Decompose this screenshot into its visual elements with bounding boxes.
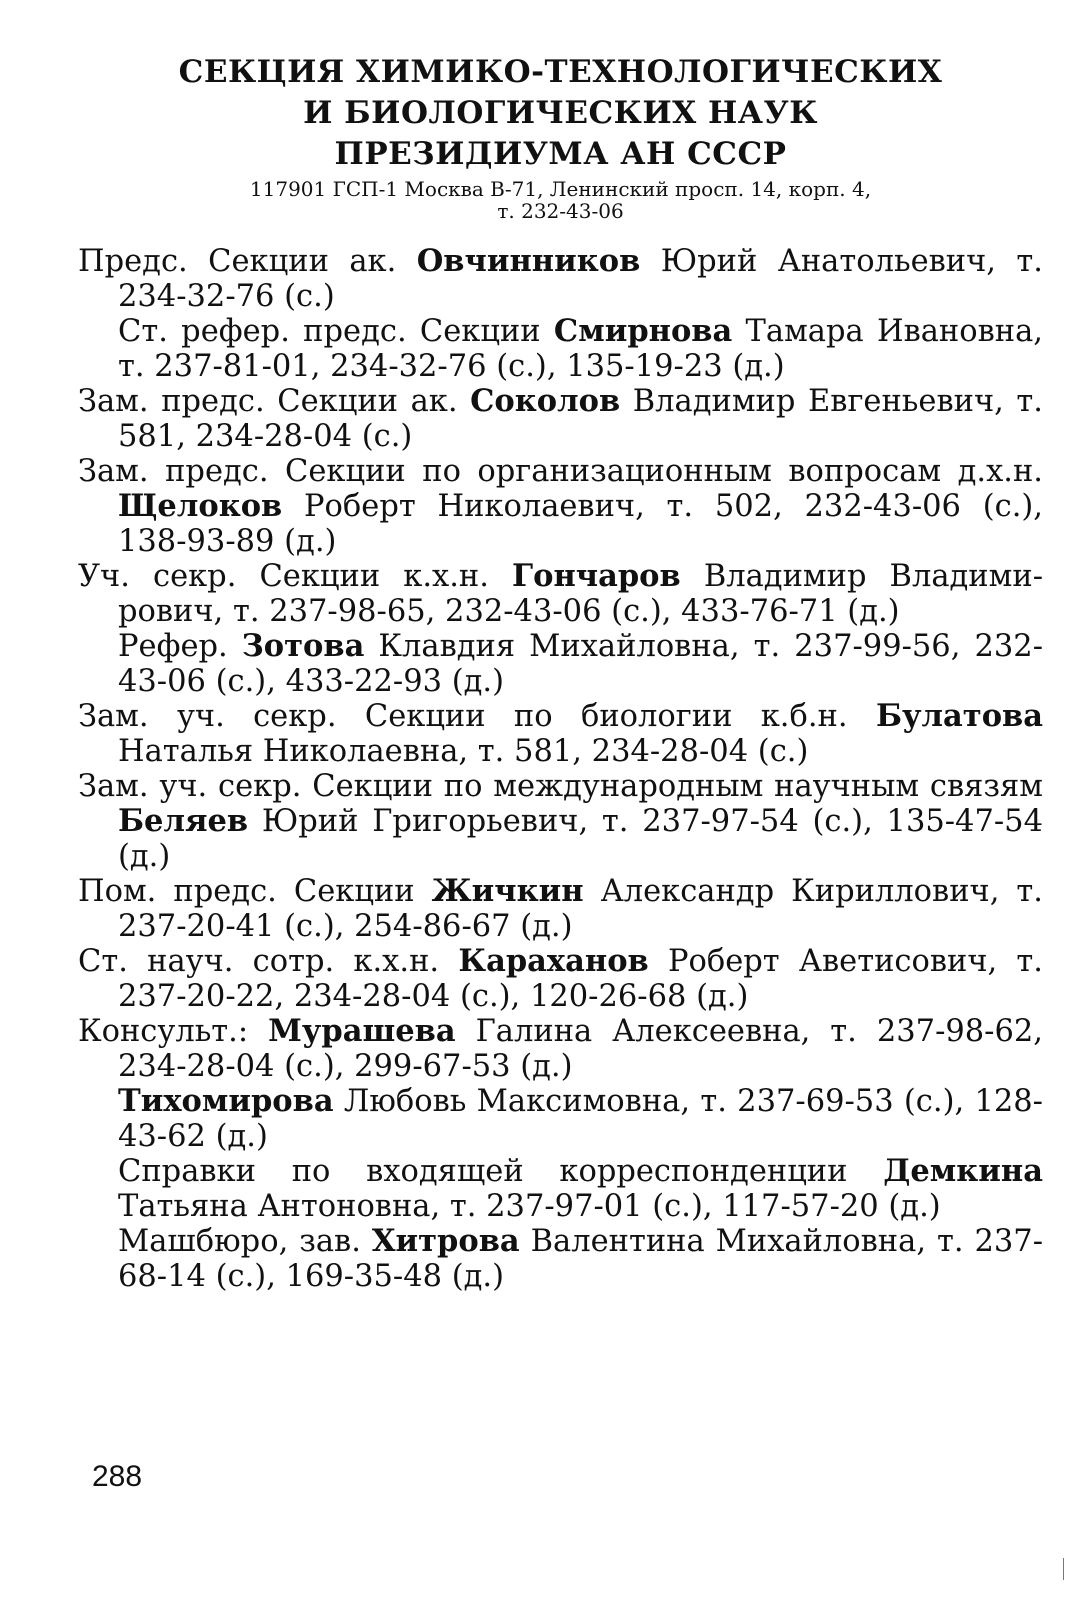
staff-list [78,244,1043,1294]
directory-page [78,52,1043,1294]
section-title [78,52,1043,175]
title-line: ПРЕЗИДИУМА АН СССР [334,136,787,172]
staff-name: Караханов [458,943,649,979]
staff-name: Беляев [118,803,249,839]
staff-name: Соколов [470,383,621,419]
staff-entry: Тихомирова Любовь Максимовна, т. 237-69-53 (с.), 128-43-62 (д.) [118,1083,1043,1154]
staff-name: Зотова [241,628,365,664]
staff-entry: Уч. секр. Секции к.х.н. Гончаров Владимир Владимирович, т. 237-98-65, 232-43-06 (с.), 433-76-71 (д.) [78,558,1043,629]
staff-entry: Зам. уч. секр. Секции по биологии к.б.н. Булатова Наталья Николаевна, т. 581, 234-28-04 (с.) [78,698,1043,769]
staff-name: Смирнова [553,313,733,349]
address-block [78,178,1043,222]
staff-entry: Ст. рефер. предс. Секции Смирнова Тамара Ивановна, т. 237-81-01, 234-32-76 (с.), 135-19-23 (д.) [118,313,1043,384]
staff-name: Жичкин [431,873,584,909]
scan-mark [1063,1558,1064,1580]
staff-entry: Рефер. Зотова Клавдия Михайловна, т. 237-99-56, 232-43-06 (с.), 433-22-93 (д.) [118,628,1043,699]
title-line: СЕКЦИЯ ХИМИКО-ТЕХНОЛОГИЧЕСКИХ [178,54,943,90]
staff-entry: Ст. науч. сотр. к.х.н. Караханов Роберт Аветисович, т. 237-20-22, 234-28-04 (с.), 120-26-68 (д.) [78,943,1043,1014]
staff-entry: Предс. Секции ак. Овчинников Юрий Анатольевич, т. 234-32-76 (с.) [78,243,1043,314]
page-number: 288 [92,1460,143,1493]
title-line: И БИОЛОГИЧЕСКИХ НАУК [303,95,818,131]
staff-name: Гончаров [512,558,681,594]
staff-entry: Зам. уч. секр. Секции по международным научным связям Беляев Юрий Григорьевич, т. 237-97-54 (с.), 135-47-54 (д.) [78,769,1043,874]
staff-name: Мурашева [268,1013,456,1049]
staff-name: Демкина [883,1153,1043,1189]
staff-name: Щелоков [118,488,283,524]
address-phone: т. 232-43-06 [497,199,624,223]
staff-entry: Пом. предс. Секции Жичкин Александр Кириллович, т. 237-20-41 (с.), 254-86-67 (д.) [78,873,1043,944]
staff-name: Булатова [875,698,1043,734]
staff-entry: Консульт.: Мурашева Галина Алексеевна, т. 237-98-62, 234-28-04 (с.), 299-67-53 (д.) [78,1013,1043,1084]
address-line: 117901 ГСП-1 Москва В-71, Ленинский просп. 14, корп. 4, [249,177,872,201]
staff-entry: Машбюро, зав. Хитрова Валентина Михайловна, т. 237-68-14 (с.), 169-35-48 (д.) [118,1223,1044,1294]
staff-entry: Зам. предс. Секции по организационным вопросам д.х.н. Щелоков Роберт Николаевич, т. 502, 232-43-06 (с.), 138-93-89 (д.) [78,454,1043,559]
staff-name: Хитрова [371,1223,520,1259]
staff-entry: Зам. предс. Секции ак. Соколов Владимир Евгеньевич, т. 581, 234-28-04 (с.) [78,383,1043,454]
staff-name: Тихомирова [118,1083,334,1119]
staff-name: Овчинников [416,243,641,279]
staff-entry: Справки по входящей корреспонденции Демкина Татьяна Антоновна, т. 237-97-01 (с.), 117-57-20 (д.) [118,1153,1043,1224]
